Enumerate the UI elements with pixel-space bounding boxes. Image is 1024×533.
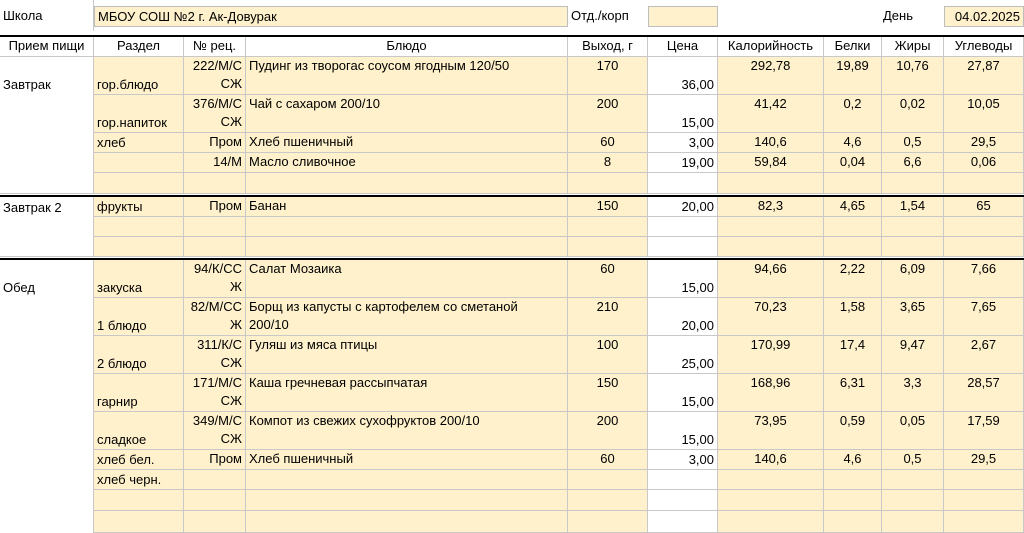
fat-cell[interactable]: [882, 470, 944, 490]
carbs-text: 29,5: [970, 451, 997, 466]
col-header-dish: Блюдо: [246, 37, 568, 57]
calories-cell[interactable]: [718, 197, 824, 217]
calories-cell[interactable]: [718, 298, 824, 336]
calories-cell[interactable]: [718, 57, 824, 95]
section-cell[interactable]: [94, 217, 184, 237]
section-text: 2 блюдо: [97, 356, 147, 371]
section-text: 1 блюдо: [97, 318, 147, 333]
recipe-cell[interactable]: [184, 374, 246, 412]
section-cell[interactable]: [94, 197, 184, 217]
col-header-carbs: Углеводы: [944, 37, 1024, 57]
yield-cell[interactable]: [568, 217, 648, 237]
calories-cell[interactable]: [718, 336, 824, 374]
price-text: 25,00: [681, 356, 714, 371]
protein-cell[interactable]: [824, 450, 882, 470]
school-name-field[interactable]: МБОУ СОШ №2 г. Ак-Довурак: [94, 6, 568, 27]
yield-cell[interactable]: [568, 374, 648, 412]
protein-cell[interactable]: [824, 173, 882, 194]
section-cell[interactable]: [94, 95, 184, 133]
price-cell[interactable]: [648, 260, 718, 298]
section-text: хлеб бел.: [97, 452, 155, 467]
section-cell[interactable]: [94, 57, 184, 95]
fat-text: 10,76: [896, 58, 929, 73]
calories-text: 41,42: [754, 96, 787, 111]
fat-text: 0,02: [899, 96, 926, 111]
recipe-cell[interactable]: [184, 511, 246, 533]
recipe-text: 376/М/С: [192, 96, 242, 111]
carbs-cell[interactable]: [944, 173, 1024, 194]
carbs-cell[interactable]: [944, 412, 1024, 450]
yield-text: 200: [596, 413, 619, 428]
price-cell[interactable]: [648, 511, 718, 533]
carbs-text: 29,5: [970, 134, 997, 149]
price-text: 20,00: [681, 318, 714, 333]
dish-cell[interactable]: [246, 173, 568, 194]
protein-cell[interactable]: [824, 374, 882, 412]
price-cell[interactable]: [648, 490, 718, 511]
carbs-cell[interactable]: [944, 95, 1024, 133]
meal-lunch-label: Обед: [3, 280, 35, 295]
col-header-recipe: № рец.: [184, 37, 246, 57]
carbs-cell[interactable]: [944, 511, 1024, 533]
calories-cell[interactable]: [718, 470, 824, 490]
dish-cell[interactable]: [246, 57, 568, 95]
dish-text: Масло сливочное: [249, 154, 356, 169]
section-cell[interactable]: [94, 374, 184, 412]
protein-cell[interactable]: [824, 153, 882, 173]
recipe-text: 222/М/С: [192, 58, 242, 73]
calories-cell[interactable]: [718, 133, 824, 153]
dish-text: Банан: [249, 198, 287, 213]
section-text: хлеб: [97, 135, 126, 150]
protein-text: 6,31: [839, 375, 866, 390]
dish-text: Пудинг из творогас соусом ягодным 120/50: [249, 58, 510, 73]
fat-cell[interactable]: [882, 197, 944, 217]
calories-text: 59,84: [754, 154, 787, 169]
carbs-cell[interactable]: [944, 450, 1024, 470]
recipe-cell[interactable]: [184, 153, 246, 173]
dish-cell[interactable]: [246, 511, 568, 533]
dish-cell[interactable]: [246, 336, 568, 374]
dish-cell[interactable]: [246, 237, 568, 257]
yield-text: 60: [600, 261, 615, 276]
yield-cell[interactable]: [568, 450, 648, 470]
protein-cell[interactable]: [824, 57, 882, 95]
dish-cell[interactable]: [246, 217, 568, 237]
section-text: гор.напиток: [97, 115, 167, 130]
recipe-cell[interactable]: [184, 95, 246, 133]
yield-cell[interactable]: [568, 490, 648, 511]
fat-text: 1,54: [899, 198, 926, 213]
price-cell[interactable]: [648, 374, 718, 412]
recipe-text: Ж: [229, 279, 242, 294]
section-cell[interactable]: [94, 298, 184, 336]
protein-text: 19,89: [836, 58, 869, 73]
dish-text: Компот из свежих сухофруктов 200/10: [249, 413, 480, 428]
fat-cell[interactable]: [882, 490, 944, 511]
yield-text: 200: [596, 96, 619, 111]
day-field[interactable]: 04.02.2025: [944, 6, 1024, 27]
price-text: 19,00: [681, 155, 714, 170]
fat-cell[interactable]: [882, 511, 944, 533]
fat-text: 3,65: [899, 299, 926, 314]
section-cell[interactable]: [94, 336, 184, 374]
dish-cell[interactable]: [246, 153, 568, 173]
calories-text: 70,23: [754, 299, 787, 314]
recipe-text: СЖ: [220, 355, 242, 370]
protein-cell[interactable]: [824, 95, 882, 133]
carbs-cell[interactable]: [944, 217, 1024, 237]
dish-text: Хлеб пшеничный: [249, 134, 354, 149]
recipe-text: Пром: [209, 198, 242, 213]
price-cell[interactable]: [648, 412, 718, 450]
carbs-text: 28,57: [967, 375, 1000, 390]
protein-text: 0,2: [843, 96, 862, 111]
fat-text: 6,6: [903, 154, 922, 169]
dish-text: Хлеб пшеничный: [249, 451, 354, 466]
section-cell[interactable]: [94, 173, 184, 194]
fat-text: 0,5: [903, 451, 922, 466]
yield-cell[interactable]: [568, 511, 648, 533]
recipe-text: 94/К/СС: [193, 261, 242, 276]
recipe-text: 349/М/С: [192, 413, 242, 428]
protein-cell[interactable]: [824, 490, 882, 511]
dish-text: Каша гречневая рассыпчатая: [249, 375, 428, 390]
price-cell[interactable]: [648, 450, 718, 470]
yield-text: 210: [596, 299, 619, 314]
fat-text: 6,09: [899, 261, 926, 276]
section-text: сладкое: [97, 432, 147, 447]
recipe-cell[interactable]: [184, 237, 246, 257]
fat-text: 0,5: [903, 134, 922, 149]
yield-cell[interactable]: [568, 95, 648, 133]
recipe-cell[interactable]: [184, 133, 246, 153]
calories-text: 140,6: [754, 451, 787, 466]
protein-cell[interactable]: [824, 260, 882, 298]
calories-text: 82,3: [757, 198, 784, 213]
recipe-cell[interactable]: [184, 336, 246, 374]
fat-text: 0,05: [899, 413, 926, 428]
fat-cell[interactable]: [882, 260, 944, 298]
carbs-cell[interactable]: [944, 197, 1024, 217]
recipe-text: 311/К/С: [197, 337, 242, 352]
section-cell[interactable]: [94, 412, 184, 450]
protein-text: 17,4: [839, 337, 866, 352]
section-text: фрукты: [97, 199, 143, 214]
yield-text: 100: [596, 337, 619, 352]
carbs-text: 0,06: [970, 154, 997, 169]
price-text: 15,00: [681, 115, 714, 130]
section-text: хлеб черн.: [97, 472, 162, 487]
dish-cell[interactable]: [246, 260, 568, 298]
recipe-cell[interactable]: [184, 412, 246, 450]
protein-text: 4,65: [839, 198, 866, 213]
dish-text: Салат Мозаика: [249, 261, 342, 276]
dish-cell[interactable]: [246, 490, 568, 511]
yield-cell[interactable]: [568, 197, 648, 217]
meal-lunch-cell: [0, 260, 94, 533]
dish-cell[interactable]: [246, 412, 568, 450]
meal-breakfast-cell: [0, 57, 94, 194]
carbs-cell[interactable]: [944, 490, 1024, 511]
price-cell[interactable]: [648, 298, 718, 336]
calories-text: 140,6: [754, 134, 787, 149]
dish-cell[interactable]: [246, 298, 568, 336]
fat-cell[interactable]: [882, 133, 944, 153]
col-header-protein: Белки: [824, 37, 882, 57]
price-text: 3,00: [688, 452, 714, 467]
carbs-text: 2,67: [970, 337, 997, 352]
price-text: 15,00: [681, 280, 714, 295]
calories-text: 73,95: [754, 413, 787, 428]
yield-text: 60: [600, 134, 615, 149]
yield-text: 150: [596, 375, 619, 390]
calories-cell[interactable]: [718, 237, 824, 257]
carbs-cell[interactable]: [944, 336, 1024, 374]
protein-text: 1,58: [839, 299, 866, 314]
protein-cell[interactable]: [824, 133, 882, 153]
price-cell[interactable]: [648, 197, 718, 217]
carbs-text: 10,05: [967, 96, 1000, 111]
calories-cell[interactable]: [718, 260, 824, 298]
carbs-text: 7,65: [970, 299, 997, 314]
fat-cell[interactable]: [882, 153, 944, 173]
carbs-text: 27,87: [967, 58, 1000, 73]
recipe-text: СЖ: [220, 76, 242, 91]
protein-text: 0,04: [839, 154, 866, 169]
carbs-cell[interactable]: [944, 260, 1024, 298]
yield-cell[interactable]: [568, 173, 648, 194]
calories-cell[interactable]: [718, 153, 824, 173]
section-text: гор.блюдо: [97, 77, 159, 92]
dept-label: Отд./корп: [568, 0, 648, 31]
section-cell[interactable]: [94, 450, 184, 470]
section-cell[interactable]: [94, 260, 184, 298]
yield-cell[interactable]: [568, 336, 648, 374]
protein-text: 0,59: [839, 413, 866, 428]
section-cell[interactable]: [94, 511, 184, 533]
school-label: Школа: [0, 0, 94, 31]
section-cell[interactable]: [94, 237, 184, 257]
carbs-cell[interactable]: [944, 153, 1024, 173]
calories-cell[interactable]: [718, 450, 824, 470]
protein-text: 4,6: [843, 134, 862, 149]
price-cell[interactable]: [648, 217, 718, 237]
carbs-text: 65: [976, 198, 991, 213]
recipe-text: СЖ: [220, 393, 242, 408]
price-text: 36,00: [681, 77, 714, 92]
fat-text: 3,3: [903, 375, 922, 390]
recipe-text: 171/М/С: [192, 375, 242, 390]
recipe-text: 14/М: [213, 154, 242, 169]
recipe-cell[interactable]: [184, 173, 246, 194]
recipe-cell[interactable]: [184, 298, 246, 336]
protein-cell[interactable]: [824, 511, 882, 533]
yield-text: 150: [596, 198, 619, 213]
col-header-price: Цена: [648, 37, 718, 57]
yield-text: 8: [603, 154, 612, 169]
recipe-cell[interactable]: [184, 450, 246, 470]
recipe-text: Ж: [229, 317, 242, 332]
meal-breakfast2-cell: [0, 197, 94, 257]
price-cell[interactable]: [648, 470, 718, 490]
dish-cell[interactable]: [246, 95, 568, 133]
yield-cell[interactable]: [568, 57, 648, 95]
price-cell[interactable]: [648, 153, 718, 173]
carbs-text: 7,66: [970, 261, 997, 276]
calories-cell[interactable]: [718, 173, 824, 194]
carbs-cell[interactable]: [944, 374, 1024, 412]
fat-cell[interactable]: [882, 57, 944, 95]
calories-cell[interactable]: [718, 374, 824, 412]
recipe-text: СЖ: [220, 114, 242, 129]
protein-cell[interactable]: [824, 298, 882, 336]
recipe-text: 82/М/СС: [190, 299, 242, 314]
calories-cell[interactable]: [718, 95, 824, 133]
dish-cell[interactable]: [246, 374, 568, 412]
fat-cell[interactable]: [882, 374, 944, 412]
dish-text: Гуляш из мяса птицы: [249, 337, 378, 352]
meal-breakfast2-label: Завтрак 2: [3, 200, 62, 215]
price-cell[interactable]: [648, 237, 718, 257]
fat-cell[interactable]: [882, 336, 944, 374]
carbs-cell[interactable]: [944, 298, 1024, 336]
carbs-cell[interactable]: [944, 57, 1024, 95]
section-cell[interactable]: [94, 490, 184, 511]
price-text: 15,00: [681, 432, 714, 447]
col-header-fat: Жиры: [882, 37, 944, 57]
section-cell[interactable]: [94, 470, 184, 490]
fat-cell[interactable]: [882, 237, 944, 257]
fat-cell[interactable]: [882, 95, 944, 133]
price-text: 3,00: [688, 135, 714, 150]
price-cell[interactable]: [648, 133, 718, 153]
col-header-section: Раздел: [94, 37, 184, 57]
recipe-cell[interactable]: [184, 490, 246, 511]
protein-cell[interactable]: [824, 237, 882, 257]
section-text: закуска: [97, 280, 143, 295]
price-cell[interactable]: [648, 95, 718, 133]
calories-cell[interactable]: [718, 490, 824, 511]
price-cell[interactable]: [648, 173, 718, 194]
fat-cell[interactable]: [882, 173, 944, 194]
dish-text: 200/10: [249, 317, 289, 332]
carbs-text: 17,59: [967, 413, 1000, 428]
protein-cell[interactable]: [824, 412, 882, 450]
recipe-cell[interactable]: [184, 197, 246, 217]
col-header-yield: Выход, г: [568, 37, 648, 57]
recipe-text: Пром: [209, 451, 242, 466]
protein-text: 2,22: [839, 261, 866, 276]
dish-cell[interactable]: [246, 470, 568, 490]
day-label: День: [880, 0, 944, 31]
yield-cell[interactable]: [568, 237, 648, 257]
carbs-cell[interactable]: [944, 470, 1024, 490]
section-cell[interactable]: [94, 133, 184, 153]
col-header-calories: Калорийность: [718, 37, 824, 57]
price-cell[interactable]: [648, 336, 718, 374]
yield-cell[interactable]: [568, 153, 648, 173]
recipe-cell[interactable]: [184, 217, 246, 237]
yield-cell[interactable]: [568, 470, 648, 490]
protein-cell[interactable]: [824, 336, 882, 374]
recipe-cell[interactable]: [184, 57, 246, 95]
price-text: 15,00: [681, 394, 714, 409]
dish-text: Чай с сахаром 200/10: [249, 96, 380, 111]
dish-text: Борщ из капусты с картофелем со сметаной: [249, 299, 518, 314]
meal-breakfast-label: Завтрак: [3, 77, 51, 92]
dept-field[interactable]: [648, 6, 718, 27]
yield-cell[interactable]: [568, 298, 648, 336]
calories-cell[interactable]: [718, 412, 824, 450]
calories-cell[interactable]: [718, 511, 824, 533]
yield-cell[interactable]: [568, 260, 648, 298]
calories-text: 292,78: [750, 58, 791, 73]
fat-text: 9,47: [899, 337, 926, 352]
protein-cell[interactable]: [824, 470, 882, 490]
carbs-cell[interactable]: [944, 237, 1024, 257]
price-text: 20,00: [681, 199, 714, 214]
fat-cell[interactable]: [882, 298, 944, 336]
recipe-text: Пром: [209, 134, 242, 149]
section-cell[interactable]: [94, 153, 184, 173]
recipe-text: СЖ: [220, 431, 242, 446]
calories-text: 170,99: [750, 337, 791, 352]
yield-cell[interactable]: [568, 133, 648, 153]
col-header-meal: Прием пищи: [0, 37, 94, 57]
calories-text: 94,66: [754, 261, 787, 276]
recipe-cell[interactable]: [184, 260, 246, 298]
fat-cell[interactable]: [882, 450, 944, 470]
carbs-cell[interactable]: [944, 133, 1024, 153]
calories-cell[interactable]: [718, 217, 824, 237]
dish-cell[interactable]: [246, 133, 568, 153]
fat-cell[interactable]: [882, 412, 944, 450]
yield-text: 60: [600, 451, 615, 466]
price-cell[interactable]: [648, 57, 718, 95]
fat-cell[interactable]: [882, 217, 944, 237]
yield-cell[interactable]: [568, 412, 648, 450]
section-text: гарнир: [97, 394, 138, 409]
protein-text: 4,6: [843, 451, 862, 466]
protein-cell[interactable]: [824, 217, 882, 237]
yield-text: 170: [596, 58, 619, 73]
recipe-cell[interactable]: [184, 470, 246, 490]
dish-cell[interactable]: [246, 197, 568, 217]
protein-cell[interactable]: [824, 197, 882, 217]
calories-text: 168,96: [750, 375, 791, 390]
dish-cell[interactable]: [246, 450, 568, 470]
